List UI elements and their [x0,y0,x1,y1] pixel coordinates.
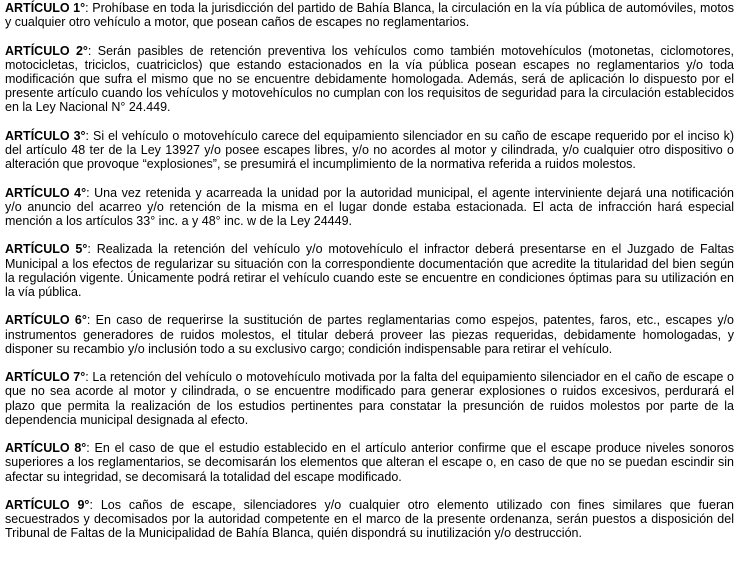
article-9-text: : Los caños de escape, silenciadores y/o cualquier otro elemento utilizado con fines similares que fueran secuestrados y decomisados por la autoridad competente en el marco de la presente ordenanza, serán puestos a disposición del Tribunal de Faltas de la Municipalidad de Bahía Blanca, quién dispondrá su inutilización y/o destrucción. [5,497,735,541]
article-9-label: ARTÍCULO 9° [5,497,90,512]
article-4-text: : Una vez retenida y acarreada la unidad por la autoridad municipal, el agente interviniente dejará una notificación y/o anuncio del acarreo y/o retención de la misma en el lugar donde estaba estacionada. El acta de infracción hará especial mención a los artículos 33° inc. a y 48° inc. w de la Ley 24449. [5,185,734,228]
article-3-label: ARTÍCULO 3° [5,128,86,143]
article-4 [5,186,734,229]
article-8-label: ARTÍCULO 8° [5,441,87,456]
article-4-label: ARTÍCULO 4° [5,185,87,200]
article-1 [5,1,734,29]
article-6-label: ARTÍCULO 6° [5,313,87,328]
article-6 [5,313,734,356]
article-1-label: ARTÍCULO 1° [5,1,86,15]
article-8 [5,441,734,484]
article-7-text: : La retención del vehículo o motovehículo motivada por la falta del equipamiento silenciador en el caño de escape o que no sea acorde al motor y cilindrada, o se encuentre modificado para generar explosiones o ruidos excesivos, perdurará el plazo que permita la realización de los estudios pertinentes para constatar la presunción de ruidos molestos por parte de la dependencia municipal designada al efecto. [5,370,735,427]
article-8-text: : En el caso de que el estudio establecido en el artículo anterior confirme que el escape produce niveles sonoros superiores a los reglamentarios, se decomisarán los elementos que alteran el escape o, en caso de que no se puedan escindir sin afectar su integridad, se decomisará la totalidad del escape modificado. [5,441,734,484]
article-6-text: : En caso de requerirse la sustitución de partes reglamentarias como espejos, patentes, faros, etc., escapes y/o instrumentos generadores de ruidos molestos, el titular deberá proveer las piezas requeridas, debidamente homologadas, y disponer su recambio y/o inclusión todo a su exclusivo cargo; condición indispensable para retirar el vehículo. [5,313,734,356]
article-7-label: ARTÍCULO 7° [5,370,86,385]
article-5-text: : Realizada la retención del vehículo y/o motovehículo el infractor deberá presentarse en el Juzgado de Faltas Municipal a los efectos de regularizar su situación con la correspondiente documentación que acredite la titularidad del bien según la regulación vigente. Únicamente podrá retirar el vehículo cuando este se encuentre en condiciones óptimas para su utilización en la vía pública. [5,242,734,299]
article-5 [5,242,734,299]
article-5-label: ARTÍCULO 5° [5,242,88,257]
article-3-text: : Si el vehículo o motovehículo carece del equipamiento silenciador en su caño de escape requerido por el inciso k) del artículo 48 ter de la Ley 13927 y/o posee escapes libres, y/o no acordes al motor y cilindrada, y/o cualquier otro dispositivo o alteración que provoque “explosiones”, se presumirá el incumplimiento de la normativa referida a ruidos molestos. [5,128,735,172]
article-2-label: ARTÍCULO 2° [5,43,88,58]
article-7 [5,370,734,427]
article-2-text: : Serán pasibles de retención preventiva los vehículos como también motovehículos (motonetas, ciclomotores, motocicletas, triciclos, cuatriciclos) que estando estacionados en la vía pública posean escapes no reglamentarios y/o toda modificación que sufra el mismo que no se encuentre debidamente homologada. Además, será de aplicación lo dispuesto por el presente artículo cuando los vehículos y motovehículos no cumplan con los requisitos de seguridad para la circulación establecidos en la Ley Nacional N° 24.449. [5,43,734,115]
document-body [5,1,734,555]
article-3 [5,129,734,172]
article-1-text: : Prohíbase en toda la jurisdicción del partido de Bahía Blanca, la circulación en la vía pública de automóviles, motos y cualquier otro vehículo a motor, que posean caños de escapes no reglamentarios. [5,1,734,30]
article-9 [5,498,734,541]
article-2 [5,44,734,115]
